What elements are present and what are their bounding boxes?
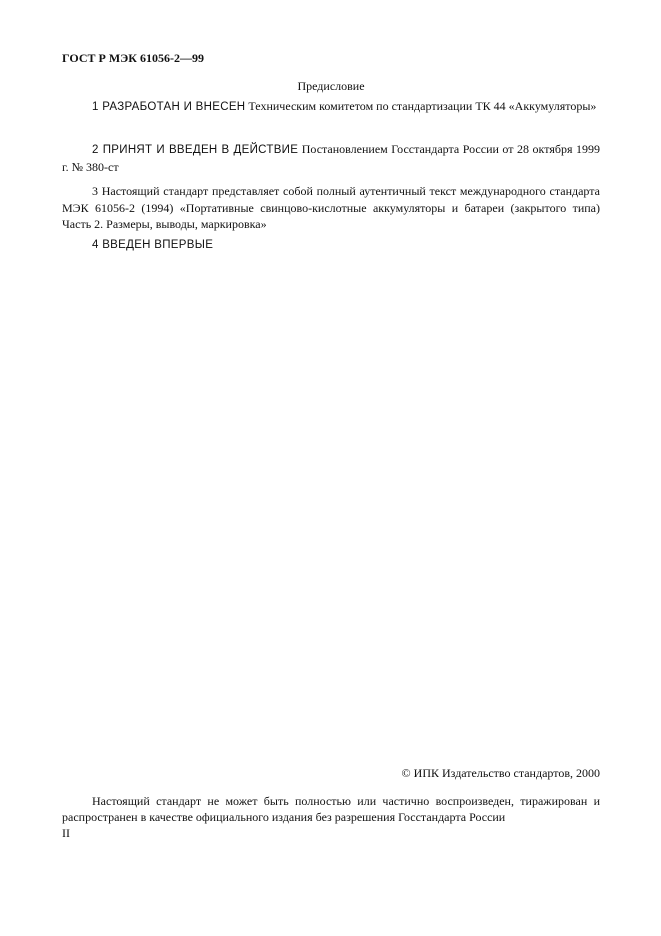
foreword-item-2 xyxy=(62,141,600,175)
document-header: ГОСТ Р МЭК 61056-2—99 xyxy=(62,51,204,65)
foreword-item-3 xyxy=(62,183,600,233)
foreword-item-1 xyxy=(62,98,600,116)
item-lead: 1 РАЗРАБОТАН И ВНЕСЕН xyxy=(92,101,246,113)
item-lead: 4 ВВЕДЕН ВПЕРВЫЕ xyxy=(92,239,214,251)
section-title: Предисловие xyxy=(297,79,365,93)
item-text: Техническим комитетом по стандартизации ТК 44 «Аккумуляторы» xyxy=(245,99,597,113)
item-text: Настоящий стандарт представляет собой полный аутентичный текст международного стандарта МЭК 61056-2 (1994) «Портативные свинцово-кислотные аккумуляторы и батареи (закрытого типа) Часть 2. Размеры, выводы, маркировка» xyxy=(62,184,600,231)
item-text: Постановлением Госстандарта России от 28 октября 1999 г. № 380-ст xyxy=(62,142,600,174)
copyright: © ИПК Издательство стандартов, 2000 xyxy=(401,766,600,780)
item-lead: 3 xyxy=(92,184,98,198)
foreword-item-4 xyxy=(62,236,600,254)
page-number: II xyxy=(62,826,70,840)
item-lead: 2 ПРИНЯТ И ВВЕДЕН В ДЕЙСТВИЕ xyxy=(92,144,299,156)
reproduction-notice: Настоящий стандарт не может быть полностью или частично воспроизведен, тиражирован и распространен в качестве официального издания без разрешения Госстандарта России xyxy=(62,794,600,824)
